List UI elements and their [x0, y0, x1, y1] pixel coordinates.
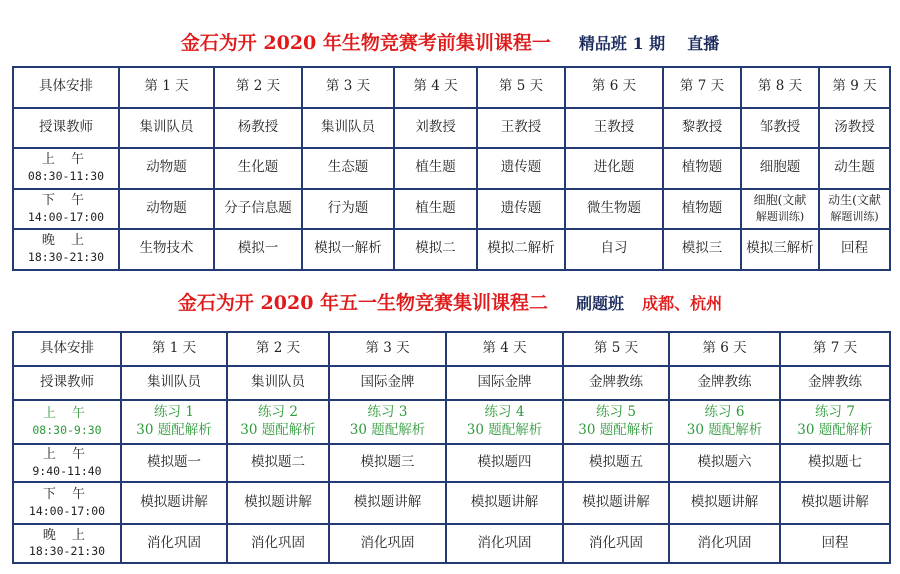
session-cell: 模拟一解析 [302, 229, 394, 270]
slot-time: 18:30-21:30 [28, 544, 106, 559]
teacher-cell: 汤教授 [819, 108, 890, 149]
teacher-cell: 王教授 [477, 108, 565, 149]
slot-name: 晚 上 [41, 233, 91, 249]
practice-title: 练习 1 [154, 404, 194, 421]
practice-cell [563, 400, 669, 444]
teacher-cell: 金牌教练 [669, 366, 780, 400]
practice-title: 练习 3 [367, 404, 408, 421]
session-line: 解题训练) [830, 209, 879, 223]
session-cell: 植生题 [394, 148, 477, 189]
course2-title-main: 金石为开 2020 年五一生物竞赛集训课程二 [177, 292, 549, 314]
course1-schedule-table [12, 66, 891, 271]
teacher-cell: 刘教授 [394, 108, 477, 149]
teacher-cell: 金牌教练 [780, 366, 890, 400]
teacher-cell: 集训队员 [121, 366, 227, 400]
teacher-cell: 王教授 [565, 108, 663, 149]
row-label-evening [13, 524, 121, 563]
table-row-morning-practice [13, 400, 890, 444]
course1-class-type: 精品班 1 期 [578, 34, 666, 53]
header-cell-day: 第 1 天 [119, 67, 214, 108]
session-cell: 植生题 [394, 189, 477, 230]
table-row-morning [13, 148, 890, 189]
slot-time: 18:30-21:30 [27, 250, 105, 265]
course2-class-type: 刷题班 [576, 294, 625, 313]
table-row-morning-mock [13, 444, 890, 482]
session-cell-literature [741, 189, 819, 230]
teacher-cell: 邹教授 [741, 108, 819, 149]
teacher-cell: 国际金牌 [329, 366, 446, 400]
session-cell: 行为题 [302, 189, 394, 230]
session-cell: 模拟二 [394, 229, 477, 270]
row-label-evening [13, 229, 119, 270]
session-cell: 模拟题三 [329, 444, 446, 482]
header-cell-day: 第 2 天 [227, 332, 329, 366]
session-cell: 模拟题一 [121, 444, 227, 482]
row-label-afternoon [13, 189, 119, 230]
session-line: 动生(文献 [828, 193, 881, 208]
practice-cell [780, 400, 890, 444]
session-cell: 分子信息题 [214, 189, 302, 230]
session-cell: 消化巩固 [446, 524, 563, 563]
practice-desc: 30 题配解析 [466, 422, 543, 438]
session-cell: 遗传题 [477, 189, 565, 230]
row-label-teacher: 授课教师 [13, 108, 119, 149]
practice-desc: 30 题配解析 [349, 422, 426, 438]
session-cell: 自习 [565, 229, 663, 270]
teacher-cell: 金牌教练 [563, 366, 669, 400]
session-cell: 生态题 [302, 148, 394, 189]
teacher-cell: 集训队员 [119, 108, 214, 149]
teacher-cell: 集训队员 [302, 108, 394, 149]
session-cell: 模拟题二 [227, 444, 329, 482]
practice-cell [446, 400, 563, 444]
slot-time: 08:30-11:30 [27, 169, 105, 184]
teacher-cell: 集训队员 [227, 366, 329, 400]
slot-name: 上 午 [42, 447, 92, 463]
session-cell: 模拟题讲解 [329, 482, 446, 524]
session-cell: 模拟二解析 [477, 229, 565, 270]
row-label-afternoon [13, 482, 121, 524]
session-cell: 模拟一 [214, 229, 302, 270]
session-cell: 模拟题讲解 [563, 482, 669, 524]
practice-title: 练习 4 [484, 404, 525, 421]
course2-locations: 成都、杭州 [642, 294, 723, 313]
practice-title: 练习 7 [815, 404, 855, 421]
session-line: 细胞(文献 [753, 193, 807, 208]
slot-name: 上 午 [42, 406, 92, 422]
slot-name: 上 午 [41, 152, 91, 168]
header-cell-day: 第 6 天 [565, 67, 663, 108]
header-cell-day: 第 3 天 [329, 332, 446, 366]
table-row-afternoon [13, 482, 890, 524]
practice-title: 练习 2 [258, 404, 298, 421]
table-row-afternoon [13, 189, 890, 230]
session-cell: 植物题 [663, 148, 741, 189]
table-row-evening [13, 229, 890, 270]
header-cell-day: 第 6 天 [669, 332, 780, 366]
session-cell: 细胞题 [741, 148, 819, 189]
session-cell: 模拟题五 [563, 444, 669, 482]
practice-cell [669, 400, 780, 444]
session-cell: 回程 [780, 524, 890, 563]
practice-desc: 30 题配解析 [136, 422, 212, 438]
header-cell-day: 第 5 天 [477, 67, 565, 108]
header-cell-day: 第 2 天 [214, 67, 302, 108]
header-cell-day: 第 4 天 [394, 67, 477, 108]
practice-title: 练习 6 [704, 404, 745, 421]
table-row-header [13, 332, 890, 366]
header-cell-day: 第 8 天 [741, 67, 819, 108]
header-cell-day: 第 7 天 [663, 67, 741, 108]
session-line: 解题训练) [755, 209, 805, 223]
header-cell-day: 第 9 天 [819, 67, 890, 108]
session-cell: 生化题 [214, 148, 302, 189]
session-cell: 进化题 [565, 148, 663, 189]
header-cell-day: 第 4 天 [446, 332, 563, 366]
practice-desc: 30 题配解析 [686, 422, 763, 438]
session-cell: 消化巩固 [121, 524, 227, 563]
slot-time: 14:00-17:00 [28, 503, 106, 518]
session-cell: 消化巩固 [669, 524, 780, 563]
session-cell: 动物题 [119, 189, 214, 230]
header-cell-arrangement: 具体安排 [13, 67, 119, 108]
row-label-morning [13, 400, 121, 444]
session-cell: 消化巩固 [563, 524, 669, 563]
course2-title [0, 288, 900, 315]
session-cell: 模拟题四 [446, 444, 563, 482]
practice-desc: 30 题配解析 [578, 422, 654, 438]
teacher-cell: 杨教授 [214, 108, 302, 149]
header-cell-day: 第 5 天 [563, 332, 669, 366]
session-cell: 模拟题讲解 [780, 482, 890, 524]
session-cell: 消化巩固 [329, 524, 446, 563]
table-row-teachers [13, 366, 890, 400]
practice-desc: 30 题配解析 [240, 422, 316, 438]
header-cell-day: 第 7 天 [780, 332, 890, 366]
session-cell: 模拟题讲解 [227, 482, 329, 524]
practice-cell [329, 400, 446, 444]
session-cell: 植物题 [663, 189, 741, 230]
slot-time: 08:30-9:30 [32, 422, 102, 437]
session-cell: 生物技术 [119, 229, 214, 270]
slot-name: 下 午 [41, 192, 91, 208]
slot-name: 下 午 [42, 487, 92, 503]
practice-cell [227, 400, 329, 444]
session-cell: 消化巩固 [227, 524, 329, 563]
slot-time: 9:40-11:40 [32, 463, 102, 478]
session-cell: 模拟题讲解 [446, 482, 563, 524]
practice-desc: 30 题配解析 [797, 422, 873, 438]
session-cell: 微生物题 [565, 189, 663, 230]
header-cell-day: 第 3 天 [302, 67, 394, 108]
session-cell: 模拟题六 [669, 444, 780, 482]
session-cell: 模拟三 [663, 229, 741, 270]
session-cell: 动生题 [819, 148, 890, 189]
table-row-teachers [13, 108, 890, 149]
session-cell-literature [819, 189, 890, 230]
table-row-evening [13, 524, 890, 563]
session-cell: 模拟题七 [780, 444, 890, 482]
row-label-teacher: 授课教师 [13, 366, 121, 400]
row-label-morning [13, 444, 121, 482]
table-row-header [13, 67, 890, 108]
session-cell: 遗传题 [477, 148, 565, 189]
course2-schedule-table [12, 331, 891, 564]
session-cell: 回程 [819, 229, 890, 270]
slot-name: 晚 上 [42, 527, 92, 543]
course1-mode: 直播 [687, 34, 720, 53]
session-cell: 模拟题讲解 [121, 482, 227, 524]
practice-cell [121, 400, 227, 444]
teacher-cell: 黎教授 [663, 108, 741, 149]
row-label-morning [13, 148, 119, 189]
session-cell: 模拟三解析 [741, 229, 819, 270]
course1-title [0, 28, 900, 55]
slot-time: 14:00-17:00 [27, 209, 105, 224]
header-cell-day: 第 1 天 [121, 332, 227, 366]
teacher-cell: 国际金牌 [446, 366, 563, 400]
course1-title-main: 金石为开 2020 年生物竞赛考前集训课程一 [180, 32, 551, 54]
header-cell-arrangement: 具体安排 [13, 332, 121, 366]
session-cell: 模拟题讲解 [669, 482, 780, 524]
session-cell: 动物题 [119, 148, 214, 189]
practice-title: 练习 5 [596, 404, 636, 421]
